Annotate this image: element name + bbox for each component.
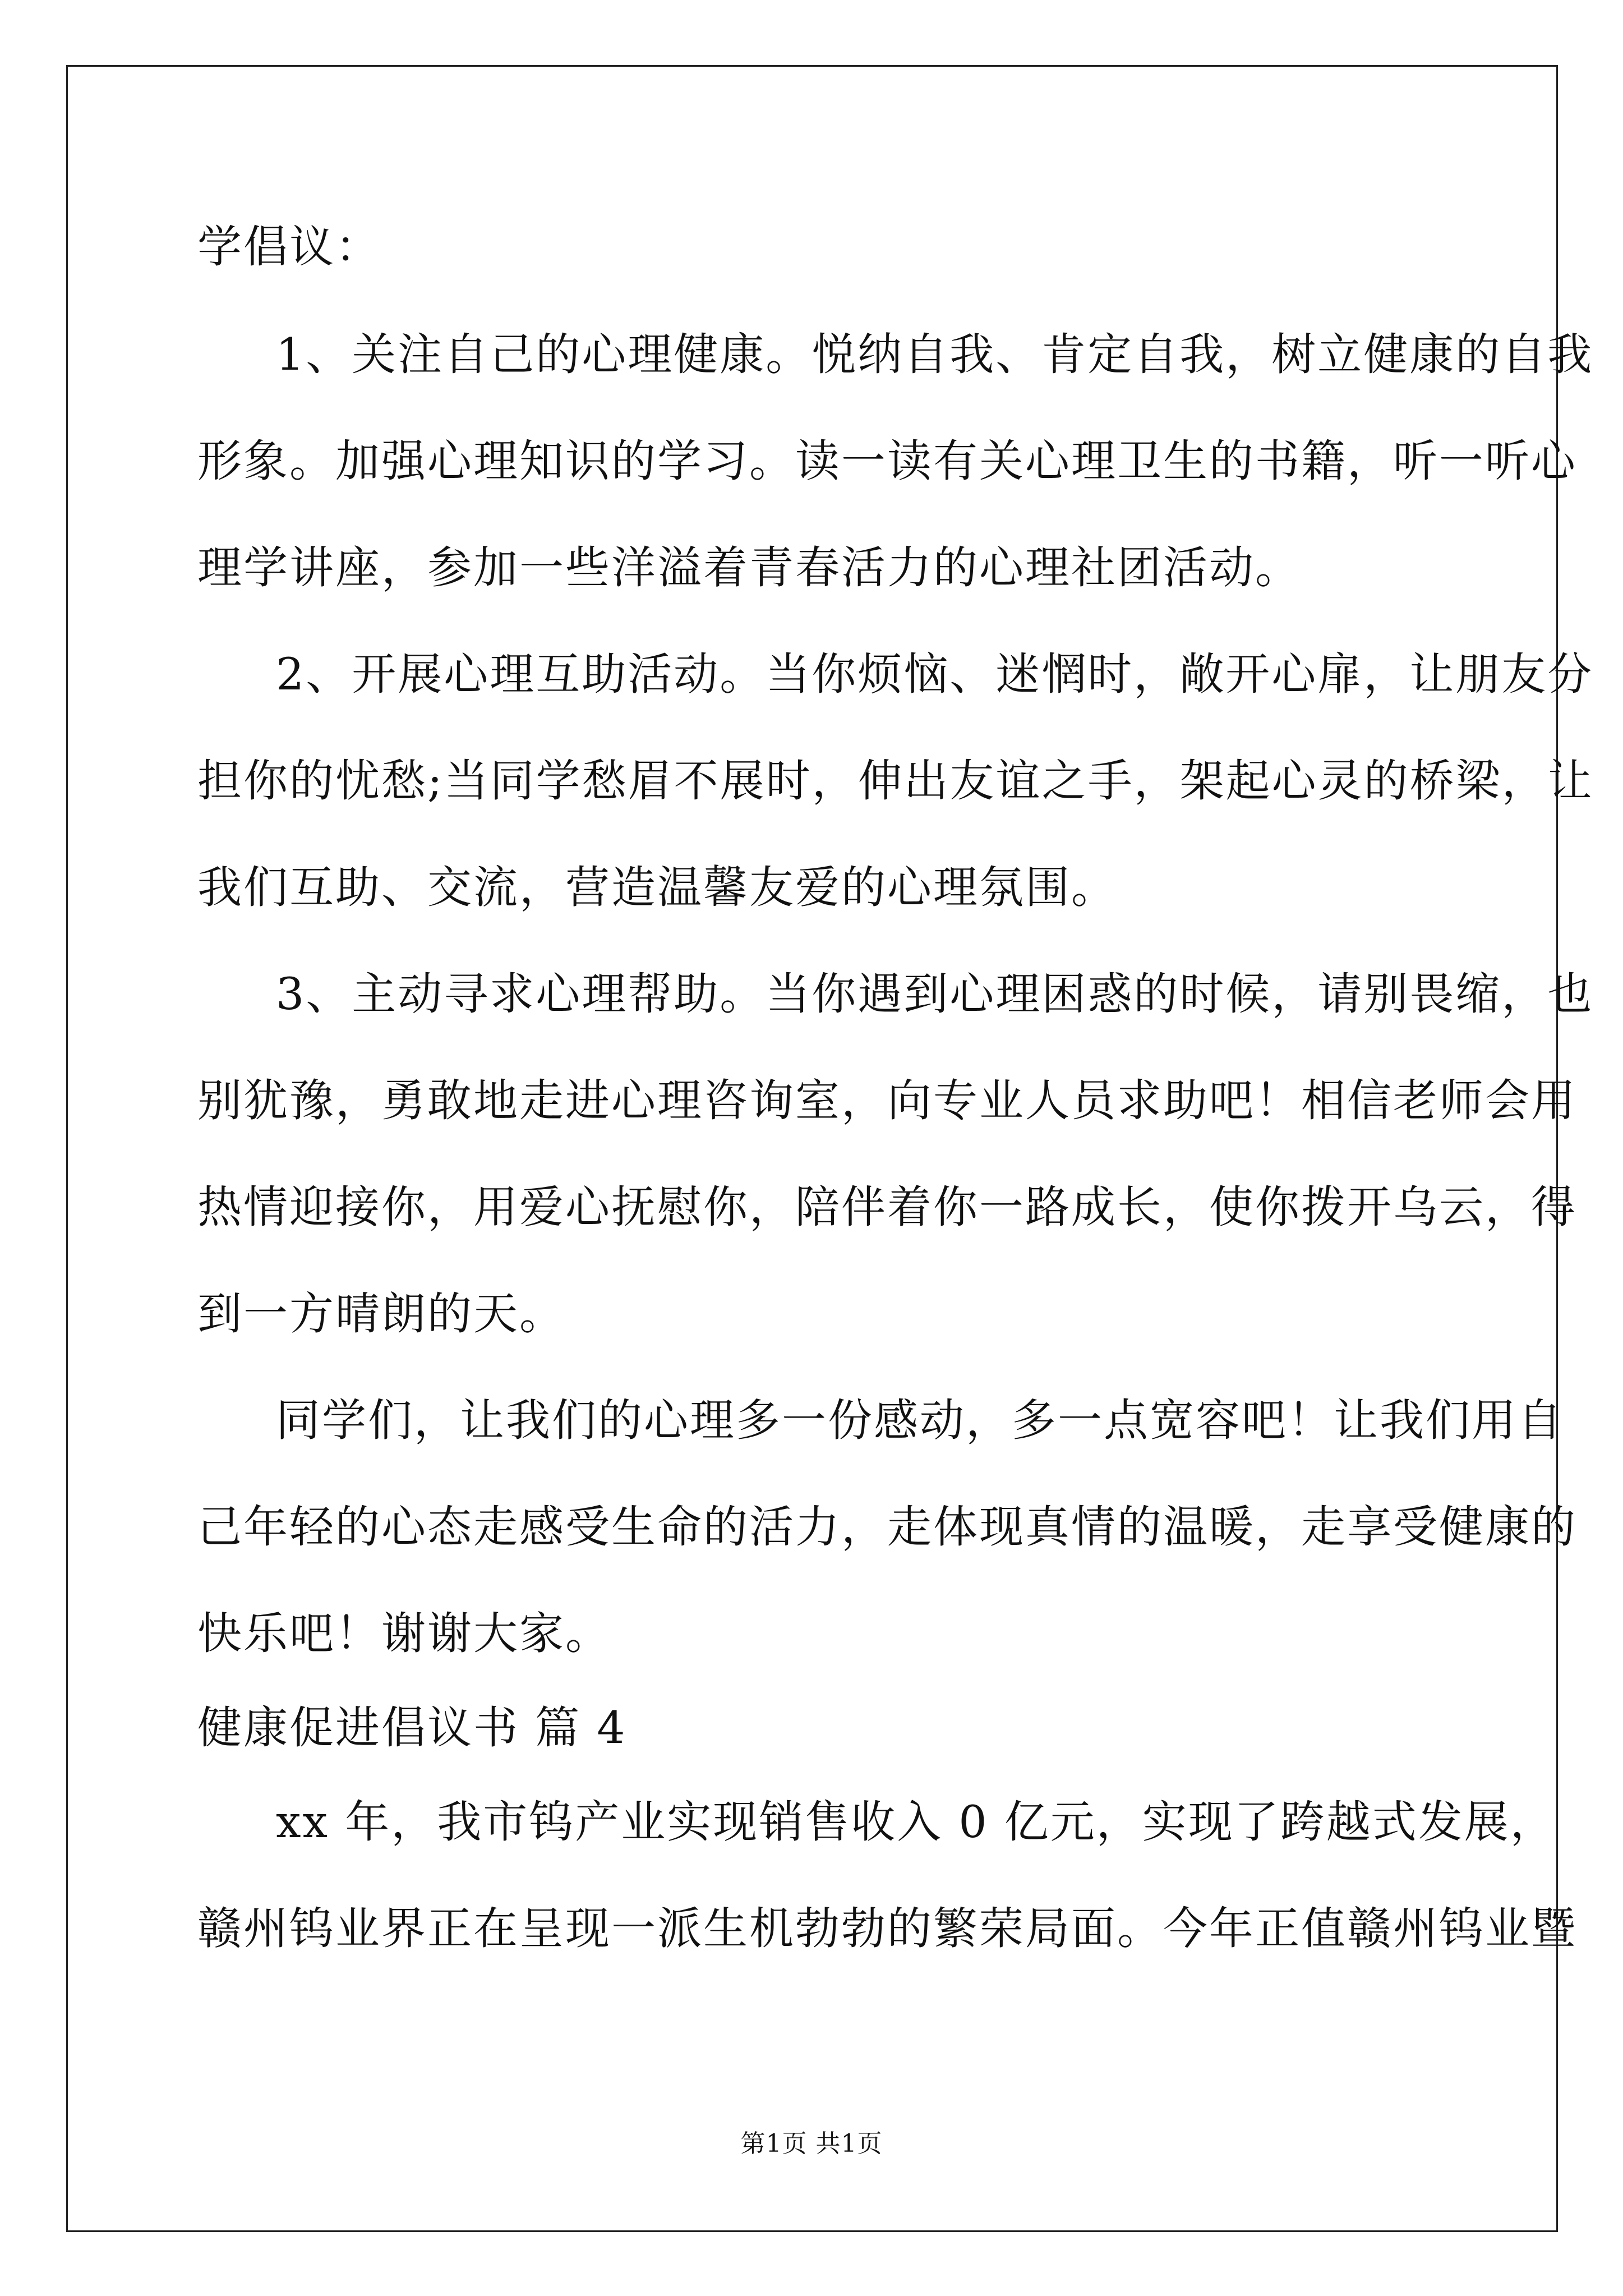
text-line: 担你的忧愁;当同学愁眉不展时，伸出友谊之手，架起心灵的桥梁，让 xyxy=(197,755,1594,807)
text-line: 理学讲座，参加一些洋溢着青春活力的心理社团活动。 xyxy=(197,542,1301,593)
text-line: 赣州钨业界正在呈现一派生机勃勃的繁荣局面。今年正值赣州钨业暨 xyxy=(197,1903,1577,1954)
text-line: 快乐吧！谢谢大家。 xyxy=(197,1608,611,1659)
text-line: 3、主动寻求心理帮助。当你遇到心理困惑的时候，请别畏缩，也 xyxy=(276,968,1594,1020)
page-footer: 第1页 共1页 xyxy=(740,2129,883,2158)
text-line: 形象。加强心理知识的学习。读一读有关心理卫生的书籍，听一听心 xyxy=(197,435,1577,487)
text-line: xx 年，我市钨产业实现销售收入 0 亿元，实现了跨越式发展， xyxy=(276,1796,1556,1848)
text-line: 到一方晴朗的天。 xyxy=(197,1288,565,1340)
text-line: 学倡议： xyxy=(197,221,381,273)
text-line: 1、关注自己的心理健康。悦纳自我、肯定自我，树立健康的自我 xyxy=(276,329,1594,380)
text-line: 己年轻的心态走感受生命的活力，走体现真情的温暖，走享受健康的 xyxy=(197,1501,1577,1553)
text-line: 同学们，让我们的心理多一份感动，多一点宽容吧！让我们用自 xyxy=(276,1395,1564,1446)
text-line: 别犹豫，勇敢地走进心理咨询室，向专业人员求助吧！相信老师会用 xyxy=(197,1075,1577,1126)
text-line: 2、开展心理互助活动。当你烦恼、迷惘时，敞开心扉，让朋友分 xyxy=(276,648,1594,700)
text-line: 热情迎接你，用爱心抚慰你，陪伴着你一路成长，使你拨开乌云，得 xyxy=(197,1181,1577,1233)
text-line: 我们互助、交流，营造温馨友爱的心理氛围。 xyxy=(197,862,1117,913)
section-heading: 健康促进倡议书 篇 4 xyxy=(197,1702,627,1754)
